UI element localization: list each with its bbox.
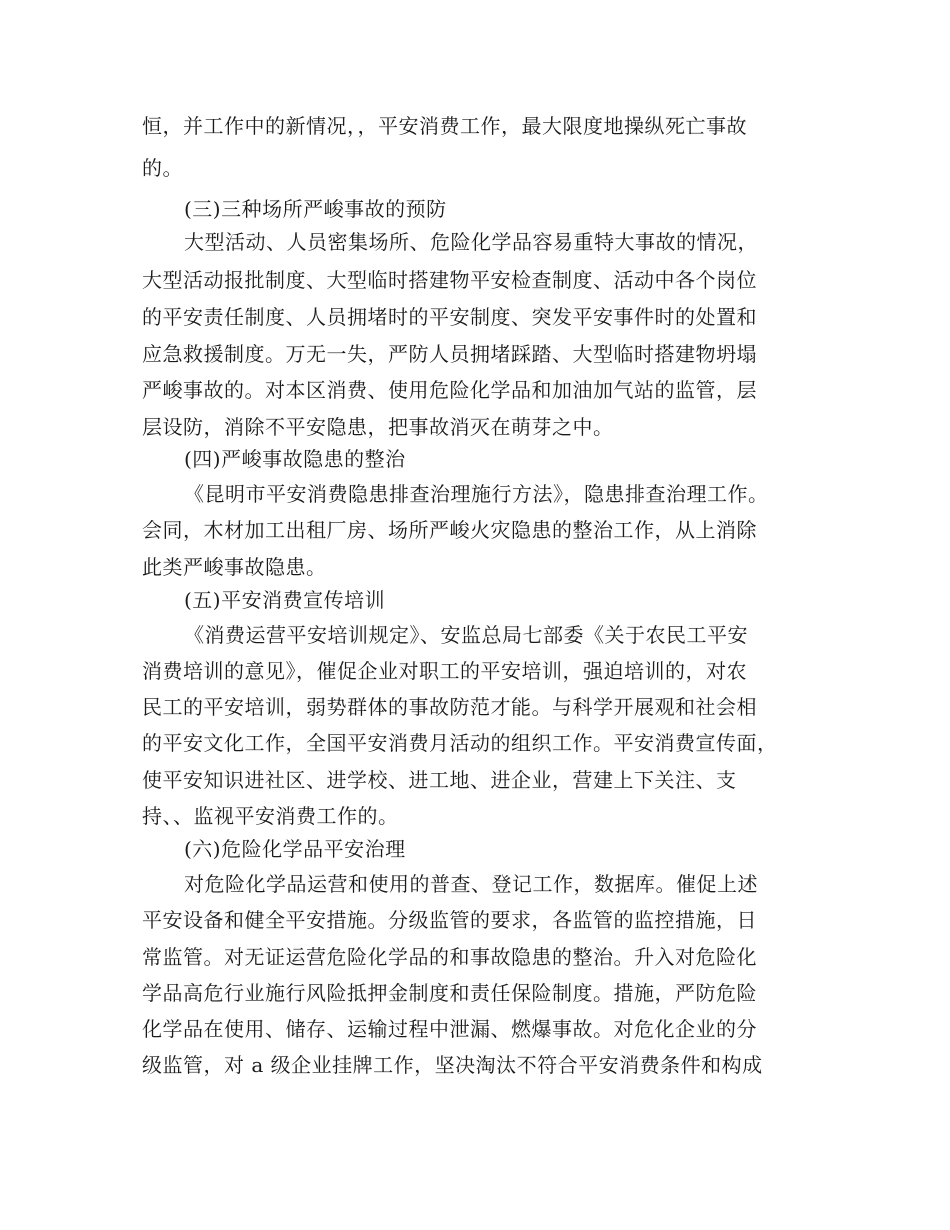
- section-heading: (四)严峻事故隐患的整治: [184, 447, 406, 471]
- text-line: 恒，并工作中的新情况，，平安消费工作，最大限度地操纵死亡事故: [142, 114, 747, 138]
- section-heading: (五)平安消费宣传培训: [184, 588, 386, 612]
- text-line: 对危险化学品运营和使用的普查、登记工作，数据库。催促上述: [184, 872, 758, 896]
- text-line: 此类严峻事故隐患。: [142, 555, 327, 579]
- text-line: 消费培训的意见》，催促企业对职工的平安培训，强迫培训的，对农: [142, 659, 747, 683]
- text-line: 的平安文化工作，全国平安消费月活动的组织工作。平安消费宣传面，: [142, 731, 778, 755]
- text-line: 的。: [142, 156, 183, 180]
- text-line: 《消费运营平安培训规定》、安监总局七部委《关于农民工平安: [184, 623, 748, 647]
- text-line: 会同，木材加工出租厂房、场所严峻火灾隐患的整治工作，从上消除: [142, 518, 757, 542]
- text-line: 严峻事故的。对本区消费、使用危险化学品和加油加气站的监管，层: [142, 378, 757, 402]
- text-line: 级监管，对 a 级企业挂牌工作，坚决淘汰不符合平安消费条件和构成: [142, 1053, 763, 1077]
- text-line: 应急救援制度。万无一失，严防人员拥堵踩踏、大型临时搭建物坍塌: [142, 342, 757, 366]
- text-line: 使平安知识进社区、进学校、进工地、进企业，营建上下关注、支: [142, 768, 737, 792]
- text-line: 化学品在使用、储存、运输过程中泄漏、燃爆事故。对危化企业的分: [142, 1017, 757, 1041]
- text-line: 常监管。对无证运营危险化学品的和事故隐患的整治。升入对危险化: [142, 945, 757, 969]
- text-line: 学品高危行业施行风险抵押金制度和责任保险制度。措施，严防危险: [142, 981, 757, 1005]
- section-heading: (六)危险化学品平安治理: [184, 837, 406, 861]
- text-line: 大型活动、人员密集场所、危险化学品容易重特大事故的情况，: [184, 230, 758, 254]
- section-heading: (三)三种场所严峻事故的预防: [184, 197, 447, 221]
- text-line: 大型活动报批制度、大型临时搭建物平安检查制度、活动中各个岗位: [142, 268, 757, 292]
- text-line: 层设防，消除不平安隐患，把事故消灭在萌芽之中。: [142, 415, 614, 439]
- text-line: 的平安责任制度、人员拥堵时的平安制度、突发平安事件时的处置和: [142, 305, 757, 329]
- text-line: 民工的平安培训，弱势群体的事故防范才能。与科学开展观和社会相: [142, 695, 757, 719]
- text-line: 平安设备和健全平安措施。分级监管的要求，各监管的监控措施，日: [142, 908, 757, 932]
- text-line: 持、、监视平安消费工作的。: [142, 804, 399, 828]
- text-line: 《昆明市平安消费隐患排查治理施行方法》，隐患排查治理工作。: [184, 482, 769, 506]
